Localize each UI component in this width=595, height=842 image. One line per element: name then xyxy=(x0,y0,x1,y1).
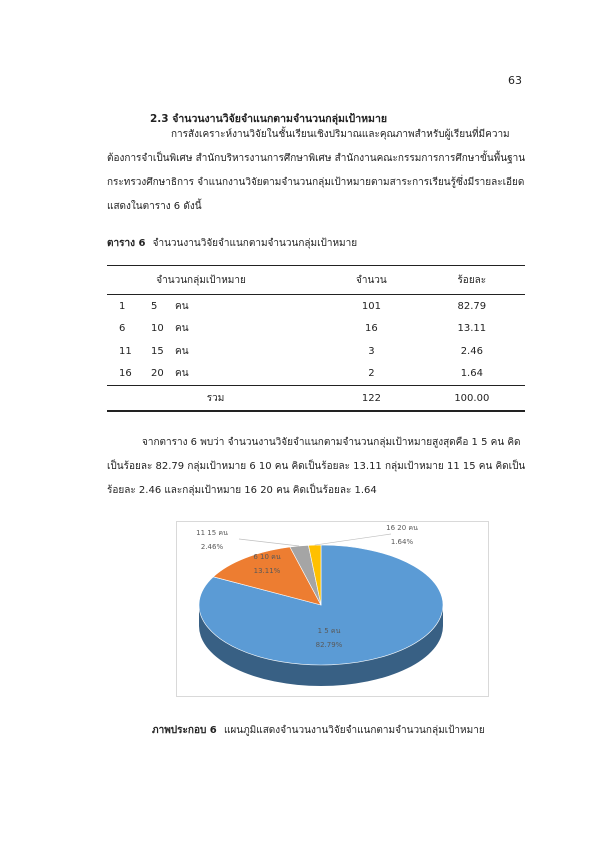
figure-caption-label: ภาพประกอบ 6 xyxy=(152,725,217,736)
table-row xyxy=(107,363,525,386)
percent-cell: 2.46 xyxy=(460,345,483,357)
table-caption xyxy=(107,236,357,251)
pie-chart-svg xyxy=(177,522,488,696)
pie-leader-line xyxy=(315,534,391,545)
target-group-cell: 1 5 คน xyxy=(119,300,189,312)
intro-paragraph xyxy=(107,123,527,219)
pie-slice-value-label: 1.64% xyxy=(390,538,414,546)
pie-slice-value-label: 82.79% xyxy=(315,641,343,649)
summary-paragraph xyxy=(107,431,527,503)
total-count: 122 xyxy=(324,386,419,412)
paragraph-line: กระทรวงศึกษาธิการ จำแนกงานวิจัยตามจำนวนกลุ่มเป้าหมายตามสาระการเรียนรู้ซึ่งมีรายละเอียด xyxy=(107,177,525,188)
percent-cell: 1.64 xyxy=(460,368,483,380)
total-percent: 100.00 xyxy=(419,386,525,412)
figure-caption xyxy=(152,723,485,738)
table-total-row xyxy=(107,386,525,412)
pie-slice-label: 6 10 คน xyxy=(253,553,281,561)
table-row xyxy=(107,340,525,363)
page-number: 63 xyxy=(508,74,522,87)
table-caption-label: ตาราง 6 xyxy=(107,238,146,249)
paragraph-line: การสังเคราะห์งานวิจัยในชั้นเรียนเชิงปริมาณและคุณภาพสำหรับผู้เรียนที่มีความ xyxy=(171,129,510,140)
table-row xyxy=(107,318,525,341)
target-group-cell: 11 15 คน xyxy=(119,345,189,357)
figure-caption-text: แผนภูมิแสดงจำนวนงานวิจัยจำแนกตามจำนวนกลุ่มเป้าหมาย xyxy=(223,725,485,736)
pie-chart xyxy=(176,521,489,697)
paragraph-line: จากตาราง 6 พบว่า จำนวนงานวิจัยจำแนกตามจำนวนกลุ่มเป้าหมายสูงสุดคือ 1 5 คน คิด xyxy=(142,437,521,448)
paragraph-line: ต้องการจำเป็นพิเศษ สำนักบริหารงานการศึกษาพิเศษ สำนักงานคณะกรรมการการศึกษาขั้นพื้นฐาน xyxy=(107,153,526,164)
target-group-cell: 6 10 คน xyxy=(119,323,189,335)
table-header-row xyxy=(107,266,525,295)
count-cell: 2 xyxy=(368,368,375,380)
pie-slice-label: 1 5 คน xyxy=(317,627,341,635)
header-count: จำนวน xyxy=(324,266,419,295)
header-target-group: จำนวนกลุ่มเป้าหมาย xyxy=(107,266,324,295)
header-percent: ร้อยละ xyxy=(419,266,525,295)
percent-cell: 13.11 xyxy=(457,323,487,335)
table-row xyxy=(107,295,525,318)
total-label: รวม xyxy=(107,386,324,412)
target-group-cell: 16 20 คน xyxy=(119,368,189,380)
count-cell: 101 xyxy=(361,300,381,312)
section-heading: 2.3 จำนวนงานวิจัยจำแนกตามจำนวนกลุ่มเป้าหมาย xyxy=(150,113,387,125)
percent-cell: 82.79 xyxy=(457,300,487,312)
table-caption-text: จำนวนงานวิจัยจำแนกตามจำนวนกลุ่มเป้าหมาย xyxy=(152,238,358,249)
count-cell: 3 xyxy=(368,345,375,357)
paragraph-line: เป็นร้อยละ 82.79 กลุ่มเป้าหมาย 6 10 คน คิดเป็นร้อยละ 13.11 กลุ่มเป้าหมาย 11 15 คน คิดเป็น xyxy=(107,461,526,472)
pie-slice-value-label: 2.46% xyxy=(200,543,224,551)
count-cell: 16 xyxy=(365,323,378,335)
pie-leader-line xyxy=(239,539,299,546)
paragraph-line: ร้อยละ 2.46 และกลุ่มเป้าหมาย 16 20 คน คิดเป็นร้อยละ 1.64 xyxy=(107,485,377,496)
pie-slice-value-label: 13.11% xyxy=(253,567,281,575)
target-group-table xyxy=(107,265,525,412)
pie-slice-label: 16 20 คน xyxy=(386,524,418,532)
paragraph-line: แสดงในตาราง 6 ดังนี้ xyxy=(107,201,202,212)
pie-slice-label: 11 15 คน xyxy=(196,529,228,537)
